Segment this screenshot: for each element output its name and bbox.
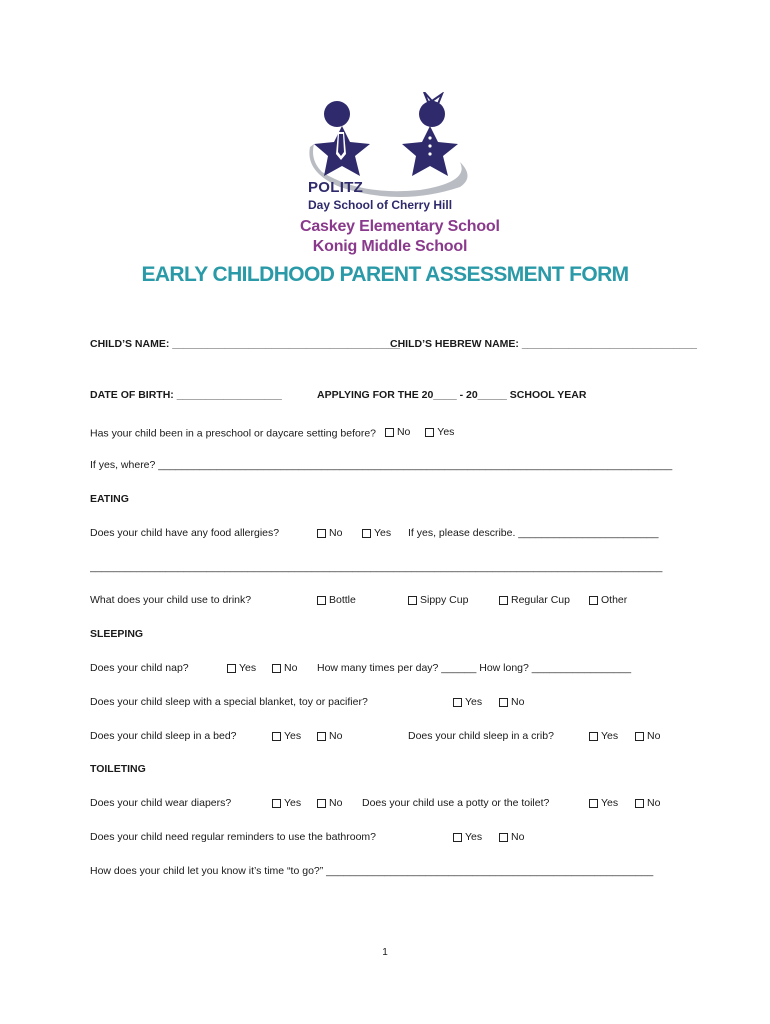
checkbox-icon[interactable] [453, 833, 462, 842]
option-label: Yes [374, 527, 392, 539]
option-label: Yes [284, 797, 302, 809]
diapers-yes-option[interactable] [272, 797, 301, 809]
diapers-question-text: Does your child wear diapers? [90, 797, 232, 809]
option-label: No [284, 662, 298, 674]
option-label: No [647, 797, 661, 809]
logo-konig: Konig Middle School [312, 238, 468, 255]
option-label: No [329, 797, 343, 809]
nap-no-option[interactable] [272, 662, 297, 674]
page-number: 1 [382, 947, 388, 958]
checkbox-icon[interactable] [317, 732, 326, 741]
option-label: No [329, 527, 343, 539]
option-label: Sippy Cup [420, 594, 469, 606]
drink-other-option[interactable] [589, 594, 627, 606]
form-title: EARLY CHILDHOOD PARENT ASSESSMENT FORM [141, 263, 629, 286]
nap-times-field[interactable]: How many times per day? ______ How long? _________________ [317, 662, 632, 674]
option-label: Yes [465, 831, 483, 843]
option-label: Regular Cup [511, 594, 570, 606]
option-label: Yes [284, 730, 302, 742]
option-label: No [329, 730, 343, 742]
bed-question-text: Does your child sleep in a bed? [90, 730, 237, 742]
allergies-describe-field[interactable]: If yes, please describe. ________________________ [408, 527, 659, 539]
drink-bottle-option[interactable] [317, 594, 356, 606]
checkbox-icon[interactable] [425, 428, 434, 437]
checkbox-icon[interactable] [499, 698, 508, 707]
checkbox-icon[interactable] [317, 596, 326, 605]
checkbox-icon[interactable] [362, 529, 371, 538]
blanket-question-text: Does your child sleep with a special blanket, toy or pacifier? [90, 696, 368, 708]
drink-sippy-option[interactable] [408, 594, 468, 606]
blanket-yes-option[interactable] [453, 696, 482, 708]
childs-name-field[interactable]: CHILD’S NAME: _______________________________________ [90, 338, 400, 350]
reminders-yes-option[interactable] [453, 831, 482, 843]
potty-yes-option[interactable] [589, 797, 618, 809]
preschool-question [90, 426, 454, 440]
blanket-no-option[interactable] [499, 696, 524, 708]
preschool-no-option[interactable] [385, 426, 410, 438]
option-label: No [647, 730, 661, 742]
option-label: No [511, 831, 525, 843]
section-toileting: TOILETING [90, 763, 146, 775]
crib-question-text: Does your child sleep in a crib? [408, 730, 554, 742]
option-label: No [511, 696, 525, 708]
checkbox-icon[interactable] [227, 664, 236, 673]
option-label: Yes [601, 797, 619, 809]
checkbox-icon[interactable] [635, 732, 644, 741]
school-logo [300, 92, 500, 262]
checkbox-icon[interactable] [635, 799, 644, 808]
checkbox-icon[interactable] [499, 596, 508, 605]
preschool-yes-option[interactable] [425, 426, 454, 438]
checkbox-icon[interactable] [317, 799, 326, 808]
checkbox-icon[interactable] [317, 529, 326, 538]
applying-year-field[interactable]: APPLYING FOR THE 20____ - 20_____ SCHOOL YEAR [317, 389, 587, 401]
option-label: Bottle [329, 594, 356, 606]
nap-question-text: Does your child nap? [90, 662, 189, 674]
let-know-field[interactable]: How does your child let you know it’s time “to go?” ________________________________________________________ [90, 865, 654, 877]
drink-regular-option[interactable] [499, 594, 570, 606]
option-label: Yes [465, 696, 483, 708]
option-label: Yes [437, 426, 455, 438]
option-label: No [396, 426, 411, 438]
drink-question-text: What does your child use to drink? [90, 594, 252, 606]
preschool-question-text: Has your child been in a preschool or daycare setting before? [90, 427, 377, 440]
logo-day-school: Day School of Cherry Hill [308, 198, 453, 212]
option-label: Yes [239, 662, 257, 674]
checkbox-icon[interactable] [453, 698, 462, 707]
logo-politz: POLITZ [308, 179, 364, 196]
checkbox-icon[interactable] [589, 732, 598, 741]
date-of-birth-field[interactable]: DATE OF BIRTH: __________________ [90, 389, 282, 401]
diapers-no-option[interactable] [317, 797, 342, 809]
potty-question-text: Does your child use a potty or the toilet? [362, 797, 550, 809]
checkbox-icon[interactable] [589, 799, 598, 808]
crib-no-option[interactable] [635, 730, 660, 742]
checkbox-icon[interactable] [272, 732, 281, 741]
reminders-no-option[interactable] [499, 831, 524, 843]
checkbox-icon[interactable] [499, 833, 508, 842]
bed-yes-option[interactable] [272, 730, 301, 742]
option-label: Yes [601, 730, 619, 742]
allergies-no-option[interactable] [317, 527, 342, 539]
checkbox-icon[interactable] [385, 428, 394, 437]
allergies-yes-option[interactable] [362, 527, 391, 539]
logo-caskey: Caskey Elementary School [300, 218, 500, 235]
checkbox-icon[interactable] [589, 596, 598, 605]
potty-no-option[interactable] [635, 797, 660, 809]
reminders-question-text: Does your child need regular reminders to use the bathroom? [90, 831, 376, 843]
allergies-question-text: Does your child have any food allergies? [90, 527, 280, 539]
option-label: Other [601, 594, 628, 606]
checkbox-icon[interactable] [272, 664, 281, 673]
hebrew-name-field[interactable]: CHILD’S HEBREW NAME: ______________________________ [390, 338, 698, 350]
section-sleeping: SLEEPING [90, 628, 144, 640]
crib-yes-option[interactable] [589, 730, 618, 742]
checkbox-icon[interactable] [408, 596, 417, 605]
checkbox-icon[interactable] [272, 799, 281, 808]
allergies-extra-line[interactable]: __________________________________________________________________________________________________ [90, 561, 663, 573]
preschool-where-field[interactable]: If yes, where? ________________________________________________________________________________________ [90, 459, 673, 471]
bed-no-option[interactable] [317, 730, 342, 742]
nap-yes-option[interactable] [227, 662, 256, 674]
section-eating: EATING [90, 493, 129, 505]
